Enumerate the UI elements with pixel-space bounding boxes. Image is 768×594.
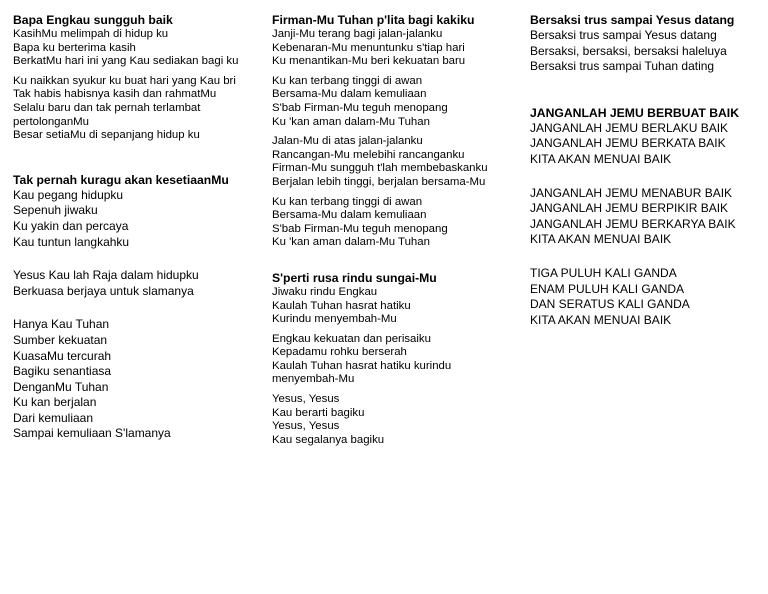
song-title: Bersaksi trus sampai Yesus datang: [530, 13, 735, 27]
lyric-line: Ku yakin dan percaya: [13, 218, 129, 233]
lyric-line: Ku menantikan-Mu beri kekuatan baru: [272, 55, 466, 68]
lyric-line: ENAM PULUH KALI GANDA: [530, 281, 685, 296]
lyric-line: Sepenuh jiwaku: [13, 203, 98, 218]
lyric-line: Kau segalanya bagiku: [272, 433, 385, 446]
lyric-line: KasihMu melimpah di hidup ku: [13, 28, 169, 40]
lyric-line: DenganMu Tuhan: [13, 379, 109, 394]
lyric-line: Bersama-Mu dalam kemuliaan: [272, 88, 427, 101]
lyric-line: S'bab Firman-Mu teguh menopang: [272, 222, 448, 235]
lyric-line: Kaulah Tuhan hasrat hatiku: [272, 299, 411, 312]
song-title: Tak pernah kuragu akan kesetiaanMu: [13, 172, 229, 187]
lyric-line: Ku 'kan aman dalam-Mu Tuhan: [272, 115, 430, 128]
lyric-line: Dari kemuliaan: [13, 410, 94, 425]
lyric-line: Kau pegang hidupku: [13, 187, 124, 202]
lyric-line: Ku kan terbang tinggi di awan: [272, 195, 423, 208]
lyric-line: JANGANLAH JEMU MENABUR BAIK: [530, 185, 733, 200]
lyric-line: Jiwaku rindu Engkau: [272, 285, 378, 298]
lyric-line: JANGANLAH JEMU BERPIKIR BAIK: [530, 201, 729, 216]
lyric-line: Selalu baru dan tak pernah terlambat pertolonganMu: [13, 101, 201, 128]
lyric-line: KITA AKAN MENUAI BAIK: [530, 151, 672, 166]
lyric-line: S'bab Firman-Mu teguh menopang: [272, 101, 448, 114]
lyric-line: Berkuasa berjaya untuk slamanya: [13, 283, 194, 298]
lyric-line: JANGANLAH JEMU BERKARYA BAIK: [530, 216, 736, 231]
lyric-line: KITA AKAN MENUAI BAIK: [530, 232, 672, 247]
lyric-line: JANGANLAH JEMU BERLAKU BAIK: [530, 120, 729, 135]
song-title: S'perti rusa rindu sungai-Mu: [272, 270, 437, 285]
column-right: [530, 12, 762, 328]
lyric-line: KITA AKAN MENUAI BAIK: [530, 312, 672, 327]
lyric-line: Bersaksi trus sampai Yesus datang: [530, 28, 717, 42]
lyric-line: Rancangan-Mu melebihi rancanganku: [272, 148, 465, 161]
lyric-line: KuasaMu tercurah: [13, 348, 112, 363]
lyric-line: Jalan-Mu di atas jalan-jalanku: [272, 135, 423, 148]
lyric-line: Bagiku senantiasa: [13, 364, 112, 379]
column-left: [13, 12, 243, 442]
lyric-line: Kau tuntun langkahku: [13, 234, 130, 249]
lyric-line: Ku kan berjalan: [13, 395, 97, 410]
lyric-line: Kepadamu rohku berserah: [272, 346, 407, 359]
lyric-line: Bersama-Mu dalam kemuliaan: [272, 209, 427, 222]
lyric-line: Bersaksi trus sampai Tuhan dating: [530, 59, 715, 74]
lyric-line: Kau berarti bagiku: [272, 406, 365, 419]
lyric-line: Firman-Mu sungguh t'lah membebaskanku: [272, 162, 488, 175]
lyric-line: Engkau kekuatan dan perisaiku: [272, 332, 431, 345]
lyric-line: JANGANLAH JEMU BERKATA BAIK: [530, 136, 726, 151]
lyric-line: Berjalan lebih tinggi, berjalan bersama-Mu: [272, 175, 486, 188]
lyric-line: Hanya Kau Tuhan: [13, 317, 110, 332]
lyric-line: Yesus, Yesus: [272, 420, 340, 433]
lyric-line: Ku naikkan syukur ku buat hari yang Kau bri: [13, 74, 236, 87]
lyric-line: DAN SERATUS KALI GANDA: [530, 297, 690, 312]
song-title: Firman-Mu Tuhan p'lita bagi kakiku: [272, 13, 475, 27]
lyric-line: Kaulah Tuhan hasrat hatiku kurindu menyembah-Mu: [272, 359, 452, 386]
lyric-line: Yesus Kau lah Raja dalam hidupku: [13, 268, 199, 283]
column-middle: [272, 12, 502, 447]
lyric-line: Ku 'kan aman dalam-Mu Tuhan: [272, 236, 430, 249]
lyric-line: Kurindu menyembah-Mu: [272, 313, 397, 326]
lyric-line: Besar setiaMu di sepanjang hidup ku: [13, 129, 200, 142]
lyric-line: Sumber kekuatan: [13, 332, 108, 347]
song-title: Bapa Engkau sungguh baik: [13, 13, 173, 27]
lyric-line: Bapa ku berterima kasih: [13, 41, 136, 54]
lyric-line: TIGA PULUH KALI GANDA: [530, 265, 677, 280]
lyric-line: Bersaksi, bersaksi, bersaksi haleluya: [530, 43, 727, 58]
lyric-line: Ku kan terbang tinggi di awan: [272, 74, 423, 87]
lyric-line: Yesus, Yesus: [272, 393, 340, 406]
lyric-line: Janji-Mu terang bagi jalan-jalanku: [272, 28, 443, 40]
lyric-line: Tak habis habisnya kasih dan rahmatMu: [13, 88, 217, 101]
lyric-line: Kebenaran-Mu menuntunku s'tiap hari: [272, 41, 465, 54]
lyric-line: Sampai kemuliaan S'lamanya: [13, 426, 171, 441]
lyric-line: BerkatMu hari ini yang Kau sediakan bagi ku: [13, 55, 239, 68]
song-title: JANGANLAH JEMU BERBUAT BAIK: [530, 105, 739, 120]
